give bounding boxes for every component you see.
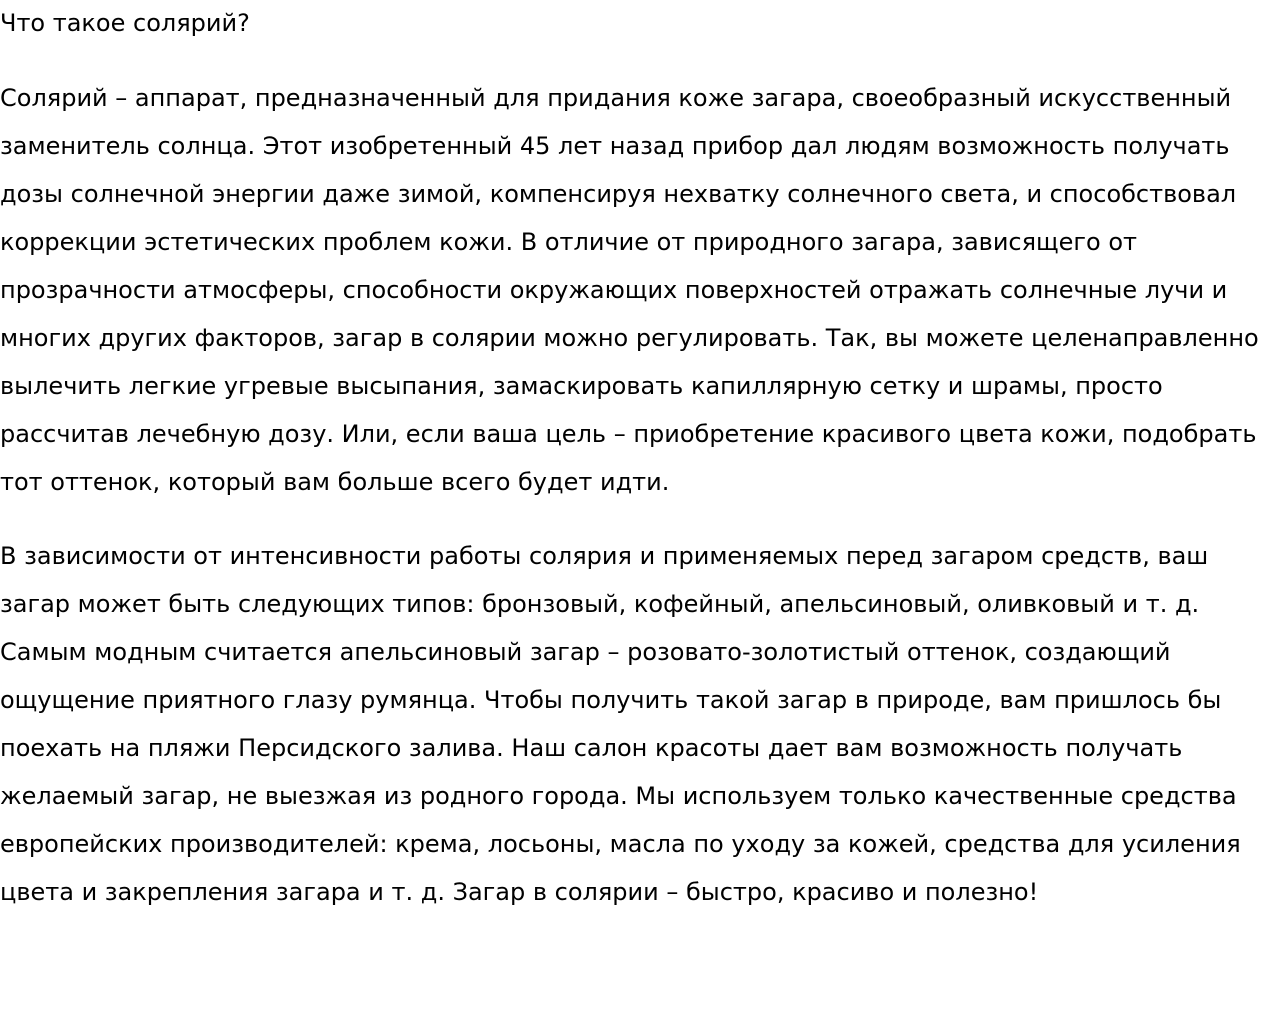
article-paragraph-2: В зависимости от интенсивности работы солярия и применяемых перед загаром средств, ваш загар может быть следующих типов: бронзовый, кофейный, апельсиновый, оливковый и т. д. Самым модным считается апельсиновый загар – розовато-золотистый оттенок, создающий ощущение приятного глазу румянца. Чтобы получить такой загар в природе, вам пришлось бы поехать на пляжи Персидского залива. Наш салон красоты дает вам возможность получать желаемый загар, не выезжая из родного города. Мы используем только качественные средства европейских производителей: крема, лосьоны, масла по уходу за кожей, средства для усиления цвета и закрепления загара и т. д. Загар в солярии – быстро, красиво и полезно! xyxy=(0,542,1241,906)
article-title: Что такое солярий? xyxy=(0,9,250,37)
article-paragraph-1: Солярий – аппарат, предназначенный для придания коже загара, своеобразный искусственный заменитель солнца. Этот изобретенный 45 лет назад прибор дал людям возможность получать дозы солнечной энергии даже зимой, компенсируя нехватку солнечного света, и способствовал коррекции эстетических проблем кожи. В отличие от природного загара, зависящего от прозрачности атмосферы, способности окружающих поверхностей отражать солнечные лучи и многих других факторов, загар в солярии можно регулировать. Так, вы можете целенаправленно вылечить легкие угревые высыпания, замаскировать капиллярную сетку и шрамы, просто рассчитав лечебную дозу. Или, если ваша цель – приобретение красивого цвета кожи, подобрать тот оттенок, который вам больше всего будет идти. xyxy=(0,84,1259,496)
